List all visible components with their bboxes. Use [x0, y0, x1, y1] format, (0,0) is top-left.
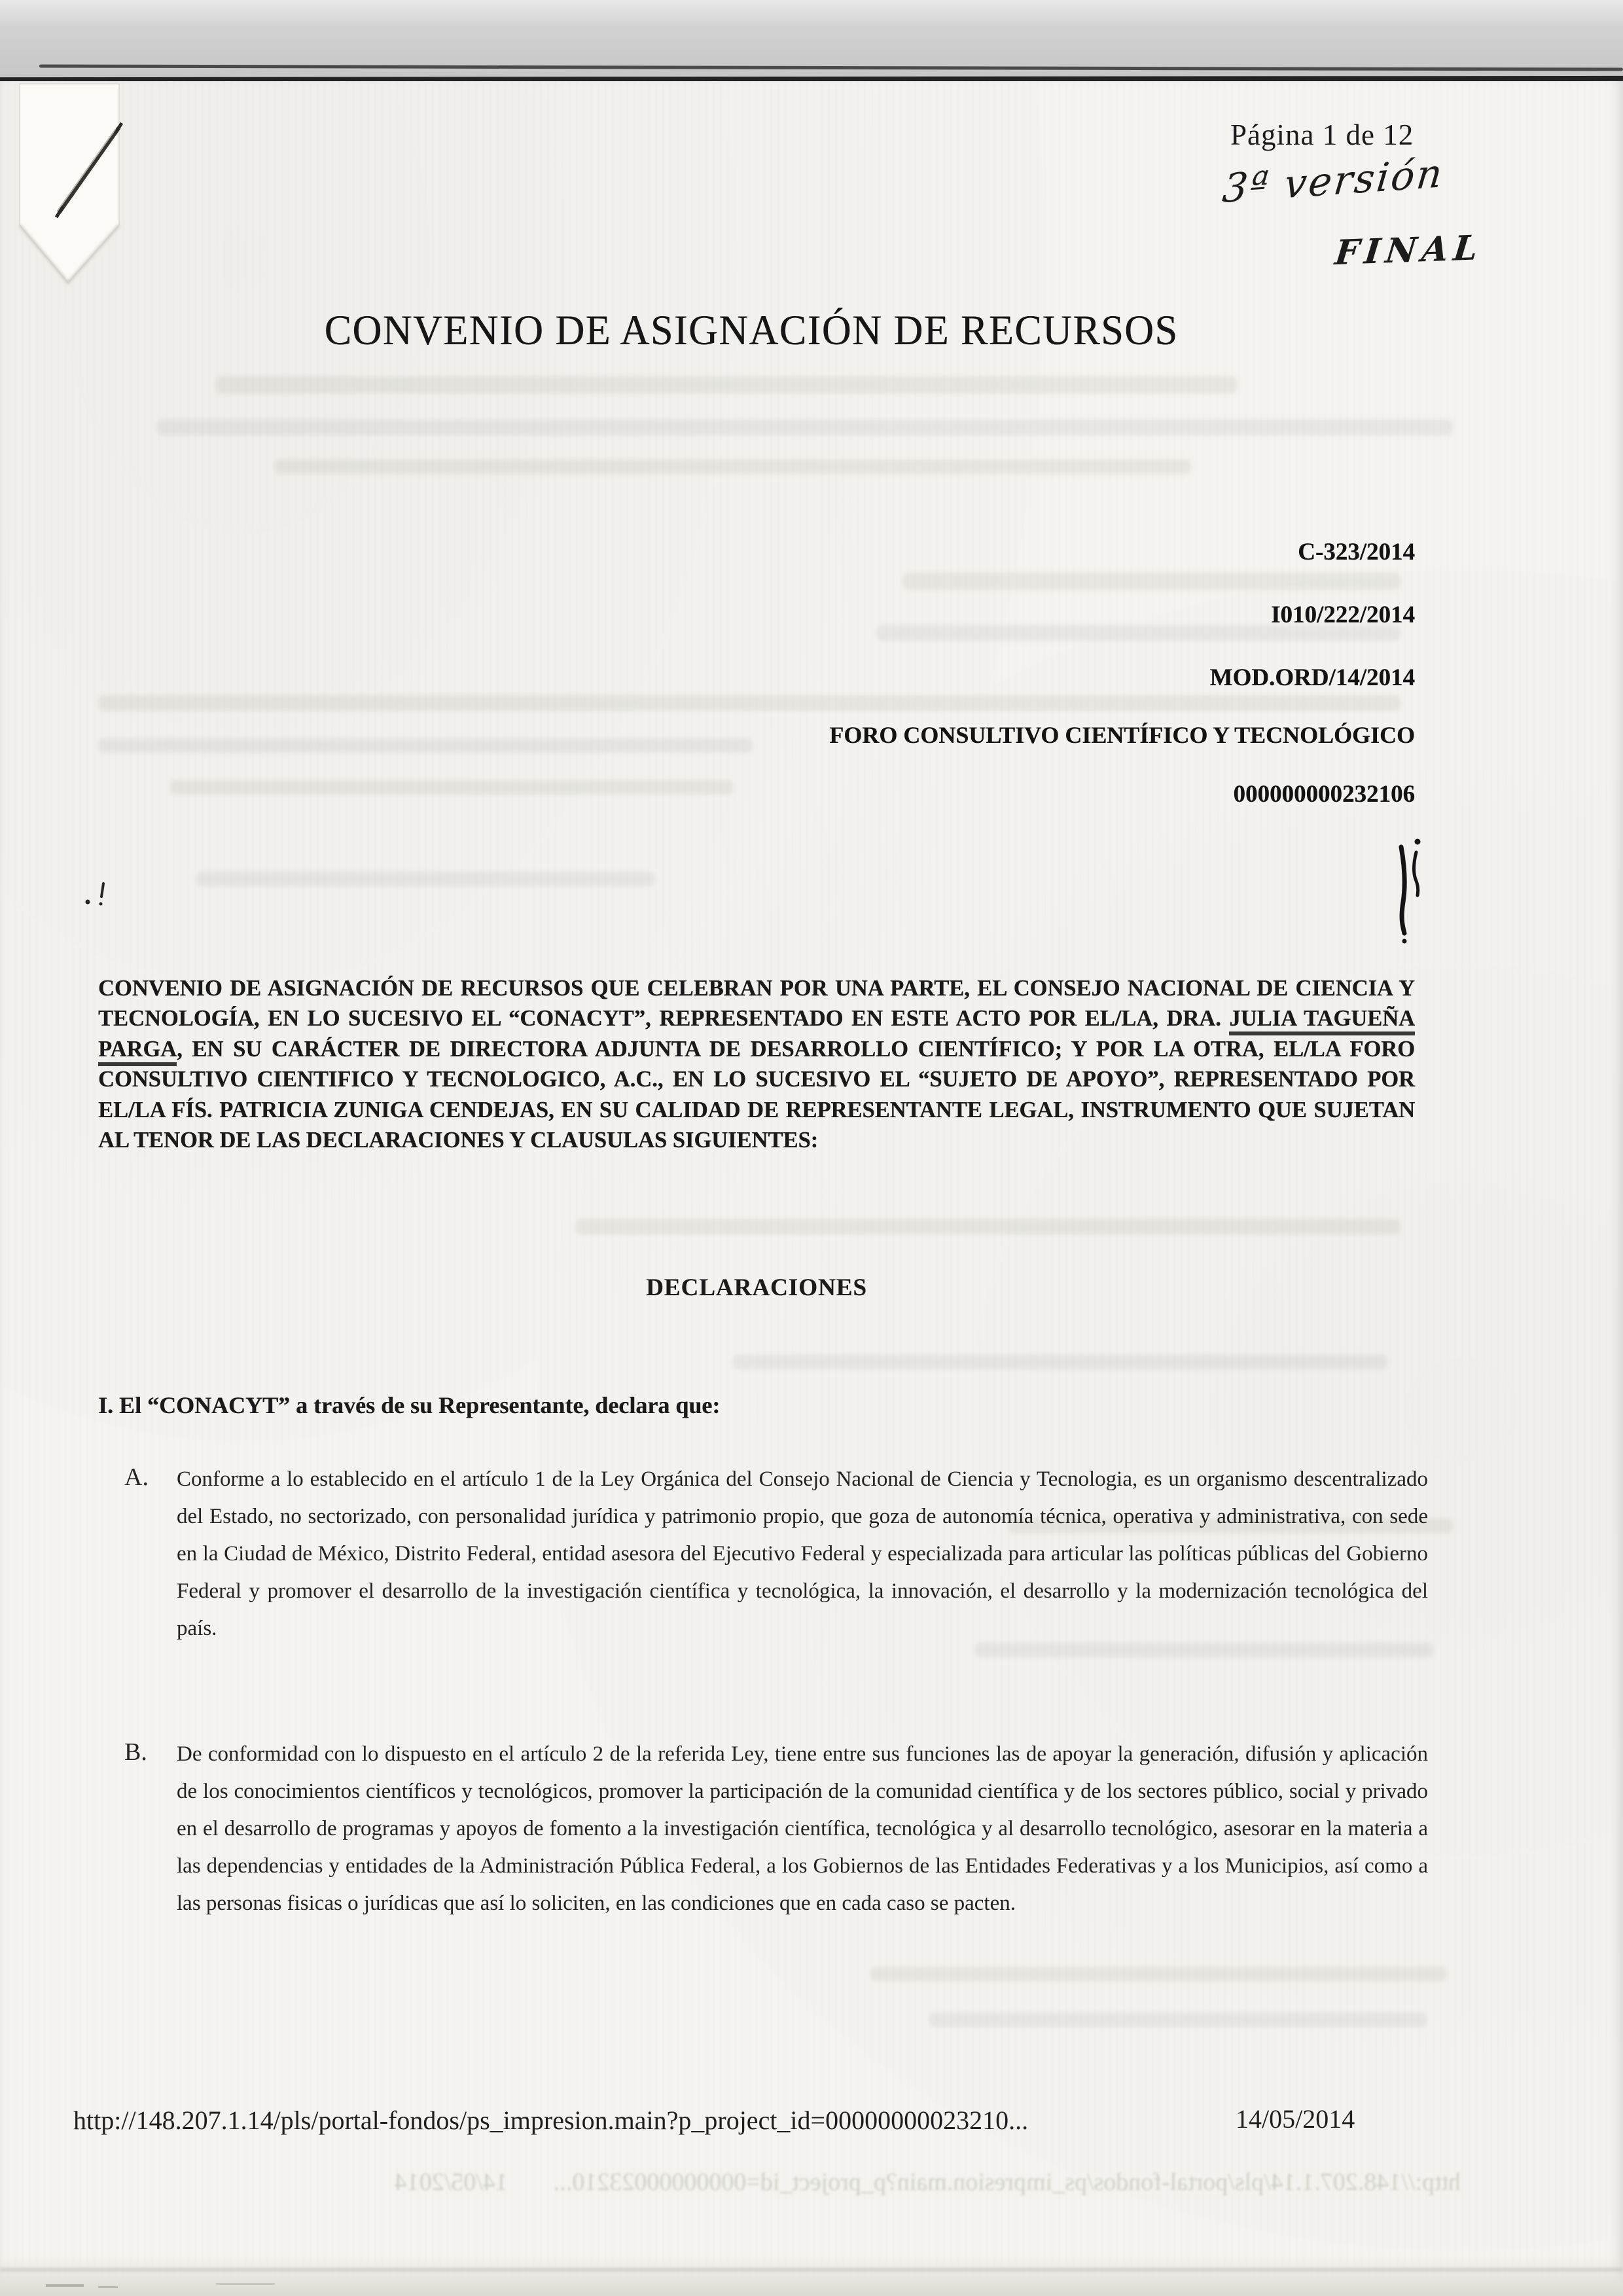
intro-paragraph [98, 973, 1415, 1156]
underlined-representative-name: JULIA TAGUEÑA PARGA [98, 1006, 1415, 1066]
reference-code-foro: FORO CONSULTIVO CIENTÍFICO Y TECNOLÓGICO [829, 722, 1415, 748]
intro-part1: CONVENIO DE ASIGNACIÓN DE RECURSOS QUE CELEBRAN POR UNA PARTE, EL CONSEJO NACIONAL DE CIENCIA Y TECNOLOGÍA, EN LO SUCESIVO EL “CONACYT”, REPRESENTADO EN ESTE ACTO POR EL/LA, DRA. [98, 975, 1415, 1031]
footer-bleed-date-text: 14/05/2014 [394, 2168, 508, 2196]
bleed-through-line [275, 459, 1191, 474]
declarations-heading: DECLARACIONES [646, 1274, 867, 1301]
handwritten-final-note: FINAL [1332, 227, 1485, 274]
reference-code: MOD.ORD/14/2014 [1209, 664, 1415, 691]
handwritten-version-note: 3ª versión [1220, 150, 1446, 213]
bleed-through-line [98, 738, 753, 753]
bleed-through-line [170, 780, 733, 795]
clause-b [124, 1736, 1428, 1922]
intro-part2: , EN SU CARÁCTER DE DIRECTORA ADJUNTA DE DESARROLLO CIENTÍFICO; Y POR LA OTRA, EL/LA FORO CONSULTIVO CIENTIFICO Y TECNOLOGICO, A.C., EN LO SUCESIVO EL “SUJETO DE APOYO”, REPRESENTADO POR EL/LA FÍS. PATRICIA ZUNIGA CENDEJAS, EN SU CALIDAD DE REPRESENTANTE LEGAL, INSTRUMENTO QUE SUJETAN AL TENOR DE LAS DECLARACIONES Y CLAUSULAS SIGUIENTES: [98, 1036, 1415, 1153]
footer-url: http://148.207.1.14/pls/portal-fondos/ps_impresion.main?p_project_id=00000000023210... [73, 2106, 1029, 2135]
bleed-through-line [903, 573, 1400, 590]
clause-b-text: De conformidad con lo dispuesto en el artículo 2 de la referida Ley, tiene entre sus funciones las de apoyar la generación, difusión y aplicación de los conocimientos científicos y tecnológicos, promover la participación de la comunidad científica y de los sectores público, social y privado en el desarrollo de programas y apoyos de fomento a la investigación científica, tecnológica y al desarrollo tecnológico, asesorar en la materia a las dependencias y entidades de la Administración Pública Federal, a los Gobiernos de las Entidades Federativas y a los Municipios, así como a las personas fisicas o jurídicas que así lo soliciten, en las condiciones que en cada caso se pacten. [177, 1742, 1428, 1915]
page-number-label: Página 1 de 12 [1230, 118, 1414, 151]
footer-date: 14/05/2014 [1236, 2104, 1355, 2134]
bleed-through-line [870, 1967, 1446, 1981]
bleed-through-line [98, 695, 1400, 711]
bleed-through-line [196, 872, 654, 886]
clause-a [124, 1461, 1428, 1647]
reference-code: I010/222/2014 [1271, 601, 1415, 628]
footer-bleed-through-mirrored [73, 2168, 1461, 2197]
bleed-through-line [929, 2013, 1427, 2027]
clause-b-letter: B. [124, 1738, 147, 1766]
bleed-through-line [576, 1219, 1400, 1234]
clause-a-letter: A. [124, 1463, 149, 1491]
footer-bleed-url-text: http://148.207.1.14/pls/portal-fondos/ps_impresion.main?p_project_id=00000000023210... [553, 2168, 1461, 2196]
reference-code-project-number: 000000000232106 [1233, 781, 1415, 808]
bleed-through-line [733, 1355, 1387, 1369]
reference-code: C-323/2014 [1298, 539, 1415, 565]
bleed-through-line [216, 376, 1237, 393]
clause-a-text: Conforme a lo establecido en el artículo 1 de la Ley Orgánica del Consejo Nacional de Ciencia y Tecnologia, es un organismo descentralizado del Estado, no sectorizado, con personalidad jurídica y patrimonio propio, que goza de autonomía técnica, operativa y administrativa, con sede en la Ciudad de México, Distrito Federal, entidad asesora del Ejecutivo Federal y especializada para articular las políticas públicas del Gobierno Federal y promover el desarrollo de la investigación científica y tecnológica, la innovación, el desarrollo y la modernización tecnológica del país. [177, 1467, 1428, 1640]
paper-bottom-shadow [0, 2257, 1623, 2296]
paper-sheet [0, 81, 1623, 2296]
document-title: CONVENIO DE ASIGNACIÓN DE RECURSOS [324, 307, 1179, 354]
section-i-heading: I. El “CONACYT” a través de su Representante, declara que: [98, 1392, 721, 1418]
bleed-through-line [157, 420, 1453, 435]
